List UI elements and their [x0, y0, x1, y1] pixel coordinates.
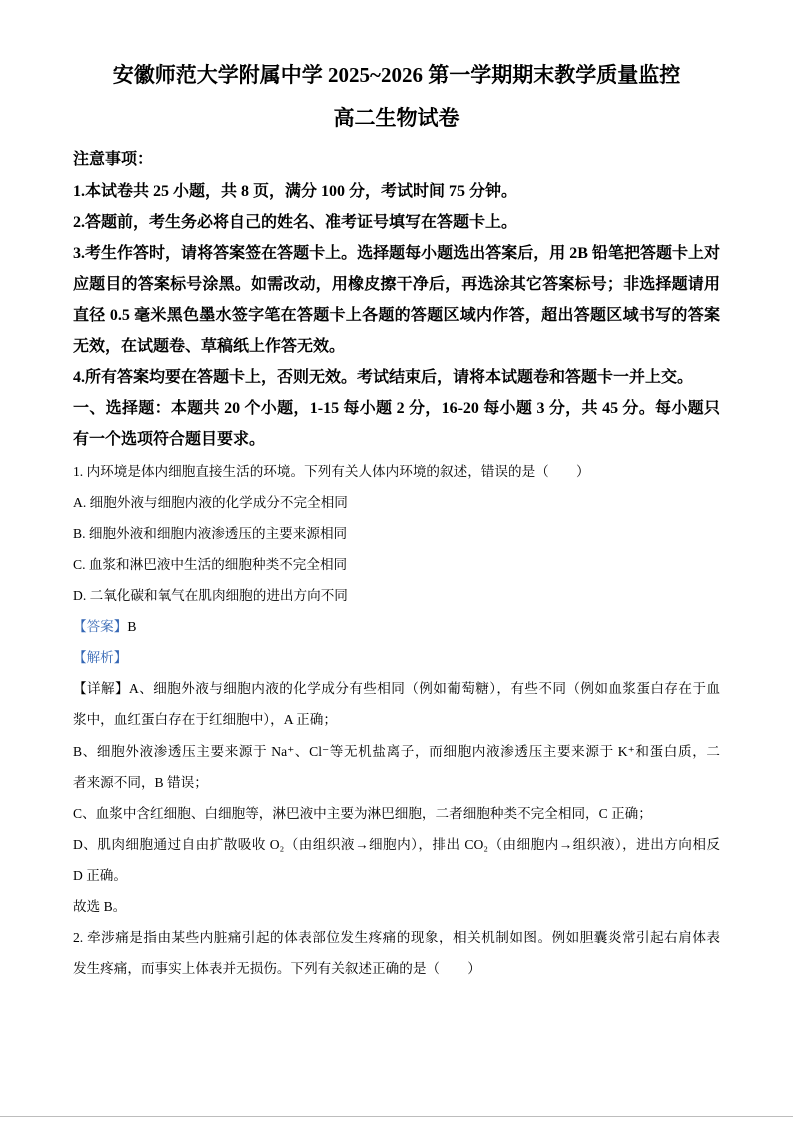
question-2 — [73, 922, 720, 984]
section-heading-line: 一、选择题：本题共 20 个小题，1-15 每小题 2 分，16-20 每小题 3 分，共 45 分。每小题只 — [73, 400, 720, 418]
notice-item-4 — [73, 362, 720, 393]
notice-item-1 — [73, 176, 720, 207]
answer-label: 【答案】 — [73, 619, 128, 635]
detail-line: 【详解】A、细胞外液与细胞内液的化学成分有些相同（例如葡萄糖），有些不同（例如血浆蛋白存在于血 — [73, 681, 720, 697]
question-stem: 发生疼痛，而事实上体表并无损伤。下列有关叙述正确的是（ ） — [73, 961, 481, 977]
analysis-line — [73, 642, 720, 673]
detail-line: B、细胞外液渗透压主要来源于 Na⁺、Cl⁻等无机盐离子，而细胞内液渗透压主要来源于 K⁺和蛋白质，二 — [73, 743, 720, 759]
notice-line: 2.答题前，考生务必将自己的姓名、准考证号填写在答题卡上。 — [73, 213, 518, 231]
detail-line: C、血浆中含红细胞、白细胞等，淋巴液中主要为淋巴细胞，二者细胞种类不完全相同，C 正确； — [73, 805, 652, 821]
question-1 — [73, 456, 720, 923]
notice-line: 3.考生作答时，请将答案签在答题卡上。选择题每小题选出答案后，用 2B 铅笔把答题卡上对 — [73, 244, 720, 262]
detail-line: D、肌肉细胞通过自由扩散吸收 O₂（由组织液→细胞内），排出 CO₂（由细胞内→组织液），进出方向相反 — [73, 836, 720, 852]
conclusion-line: 故选 B。 — [73, 899, 127, 915]
question-stem: 2. 牵涉痛是指由某些内脏痛引起的体表部位发生疼痛的现象，相关机制如图。例如胆囊炎常引起右肩体表 — [73, 930, 720, 946]
page-bottom-edge — [0, 1116, 793, 1117]
notice-heading: 注意事项： — [73, 151, 154, 169]
notice-line: 直径 0.5 毫米黑色墨水签字笔在答题卡上各题的答题区域内作答，超出答题区域书写的答案 — [73, 306, 720, 324]
option-a: A. 细胞外液与细胞内液的化学成分不完全相同 — [73, 494, 348, 510]
notice-line: 应题目的答案标号涂黑。如需改动，用橡皮擦干净后，再选涂其它答案标号；非选择题请用 — [73, 275, 720, 293]
exam-title: 安徽师范大学附属中学 2025~2026 第一学期期末教学质量监控 — [112, 63, 681, 87]
notice-item-3 — [73, 238, 720, 362]
detail-d — [73, 829, 720, 891]
detail-a — [73, 673, 720, 735]
option-c: C. 血浆和淋巴液中生活的细胞种类不完全相同 — [73, 556, 348, 572]
detail-line: 浆中，血红蛋白存在于红细胞中），A 正确； — [73, 712, 337, 728]
notice-item-2 — [73, 207, 720, 238]
exam-subtitle: 高二生物试卷 — [333, 106, 460, 130]
option-d: D. 二氧化碳和氧气在肌肉细胞的进出方向不同 — [73, 587, 348, 603]
section-heading-line: 有一个选项符合题目要求。 — [73, 431, 266, 449]
notice-line: 无效，在试题卷、草稿纸上作答无效。 — [73, 338, 346, 356]
detail-line: D 正确。 — [73, 867, 127, 883]
detail-c — [73, 798, 720, 829]
notice-line: 1.本试卷共 25 小题，共 8 页，满分 100 分，考试时间 75 分钟。 — [73, 182, 518, 200]
detail-b — [73, 736, 720, 798]
notice-section — [73, 144, 720, 393]
option-b: B. 细胞外液和细胞内液渗透压的主要来源相同 — [73, 525, 348, 541]
answer-value: B — [127, 619, 137, 635]
question-stem: 1. 内环境是体内细胞直接生活的环境。下列有关人体内环境的叙述，错误的是（ ） — [73, 463, 590, 479]
analysis-label: 【解析】 — [73, 650, 128, 666]
section-one-heading — [73, 393, 720, 455]
notice-line: 4.所有答案均要在答题卡上，否则无效。考试结束后，请将本试题卷和答题卡一并上交。 — [73, 369, 694, 387]
document-body — [73, 144, 720, 984]
detail-line: 者来源不同，B 错误； — [73, 774, 208, 790]
answer-line — [73, 611, 720, 642]
